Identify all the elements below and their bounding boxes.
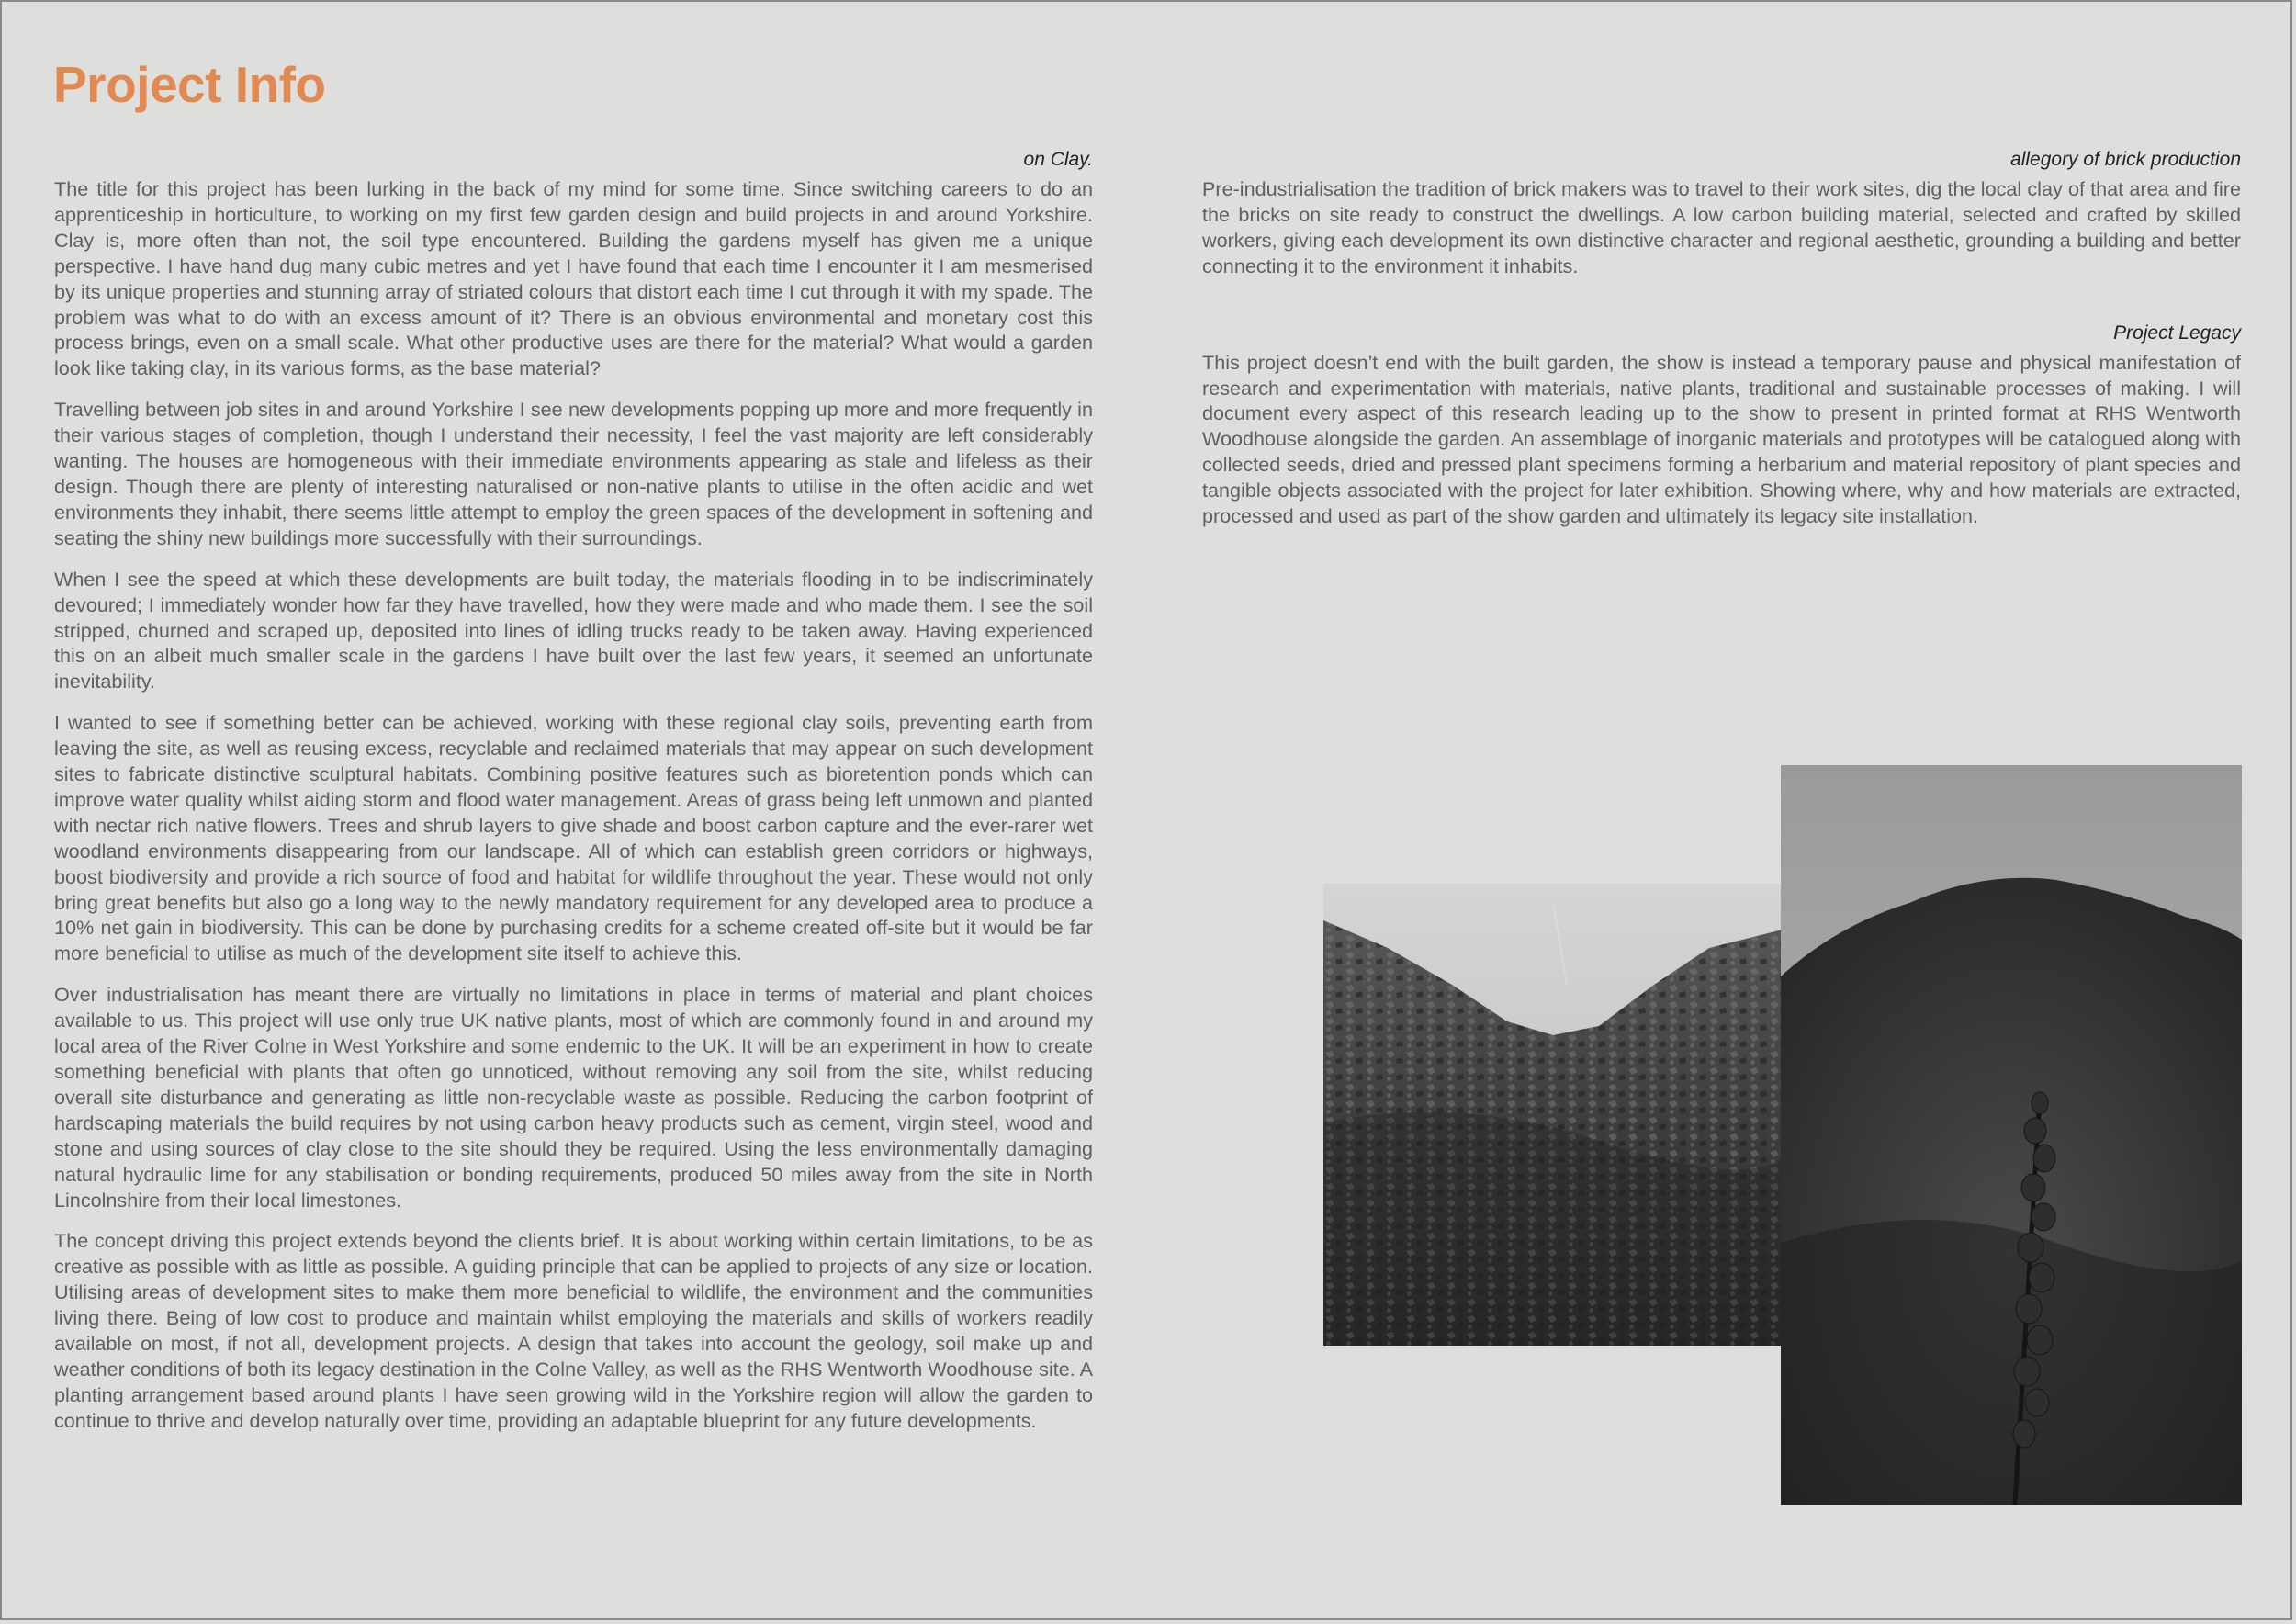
section-heading-brick-production: allegory of brick production [2010, 149, 2241, 170]
left-column [54, 147, 1093, 1449]
body-paragraph: The concept driving this project extends beyond the clients brief. It is about working within certain limitations, to be as creative as possible with as little as possible. A guiding principle that can be applied to projects of any size or location. Utilising areas of development sites to make them more beneficial to wildlife, the environment and the communities living there. Being of low cost to produce and maintain whilst employing the materials and skills of workers readily available on most, if not all, development projects. A design that takes into account the geology, soil make up and weather conditions of both its legacy destination in the Colne Valley, as well as the RHS Wentworth Woodhouse site. A planting arrangement based around plants I have seen growing wild in the Yorkshire region will allow the garden to continue to thrive and develop naturally over time, providing an adaptable blueprint for any future developments. [54, 1229, 1093, 1432]
body-paragraph: Travelling between job sites in and around Yorkshire I see new developments popping up more and more frequently in their various stages of completion, though I understand their necessity, I feel the vast majority are left considerably wanting. The houses are homogeneous with their immediate environments appearing as stale and lifeless as their design. Though there are plenty of interesting naturalised or non-native plants to utilise in the often acidic and wet environments they inhabit, there seems little attempt to employ the green spaces of the development in softening and seating the shiny new buildings more successfully with their surroundings. [54, 398, 1093, 549]
body-paragraph: This project doesn’t end with the built garden, the show is instead a temporary pause and physical manifestation of research and experimentation with materials, native plants, traditional and sustainable processes of making. I will document every aspect of this research leading up to the show to present in printed format at RHS Wentworth Woodhouse alongside the garden. An assemblage of inorganic materials and prototypes will be catalogued along with collected seeds, dried and pressed plant specimens forming a herbarium and material repository of plant species and tangible objects associated with the project for later exhibition. Showing where, why and how materials are extracted, processed and used as part of the show garden and ultimately its legacy site installation. [1202, 350, 2241, 528]
page-title: Project Info [53, 56, 326, 113]
right-column [1202, 147, 2241, 545]
body-paragraph: Pre-industrialisation the tradition of brick makers was to travel to their work sites, dig the local clay of that area and fire the bricks on site ready to construct the dwellings. A low carbon building material, selected and crafted by skilled workers, giving each development its own distinctive character and regional aesthetic, grounding a building and better connecting it to the environment it inhabits. [1202, 177, 2241, 277]
body-paragraph: When I see the speed at which these developments are built today, the materials flooding in to be indiscriminately devoured; I immediately wonder how far they have travelled, how they were made and who made them. I see the soil stripped, churned and scraped up, deposited into lines of idling trucks ready to be taken away. Having experienced this on an albeit much smaller scale in the gardens I have built over the last few years, it seemed an unfortunate inevitability. [54, 567, 1093, 694]
photo-seed-spike [1781, 765, 2242, 1505]
body-paragraph: I wanted to see if something better can be achieved, working with these regional clay soils, preventing earth from leaving the site, as well as reusing excess, recyclable and reclaimed materials that may appear on such development sites to fabricate distinctive sculptural habitats. Combining positive features such as bioretention ponds which can improve water quality whilst aiding storm and flood water management. Areas of grass being left unmown and planted with nectar rich native flowers. Trees and shrub layers to give shade and boost carbon capture and the ever-rarer wet woodland environments disappearing from our landscape. All of which can establish green corridors or highways, boost biodiversity and provide a rich source of food and habitat for wildlife throughout the year. These would not only bring great benefits but also go a long way to the newly mandatory requirement for any developed area to produce a 10% net gain in biodiversity. This can be done by purchasing credits for a scheme created off-site but it would be far more beneficial to utilise as much of the development site itself to achieve this. [54, 711, 1093, 965]
photo-clay-heaps [1323, 884, 1783, 1346]
section-heading-on-clay: on Clay. [1023, 149, 1093, 170]
section-heading-project-legacy: Project Legacy [2113, 321, 2241, 344]
body-paragraph: The title for this project has been lurking in the back of my mind for some time. Since switching careers to do an apprenticeship in horticulture, to working on my first few garden design and build projects in and around Yorkshire. Clay is, more often than not, the soil type encountered. Building the gardens myself has given me a unique perspective. I have hand dug many cubic metres and yet I have found that each time I encounter it I am mesmerised by its unique properties and stunning array of striated colours that distort each time I cut through it with my spade. The problem was what to do with an excess amount of it? There is an obvious environmental and monetary cost this process brings, even on a small scale. What other productive uses are there for the material? What would a garden look like taking clay, in its various forms, as the base material? [54, 177, 1093, 380]
body-paragraph: Over industrialisation has meant there are virtually no limitations in place in terms of material and plant choices available to us. This project will use only true UK native plants, most of which are commonly found in and around my local area of the River Colne in West Yorkshire and some endemic to the UK. It will be an experiment in how to create something beneficial with plants that often go unnoticed, without removing any soil from the site, whilst reducing overall site disturbance and generating as little non-recyclable waste as possible. Reducing the carbon footprint of hardscaping materials the build requires by not using carbon heavy products such as cement, virgin steel, wood and stone and using sources of clay close to the site should they be required. Using the less environmentally damaging natural hydraulic lime for any stabilisation or bonding requirements, produced 50 miles away from the site in North Lincolnshire from their local limestones. [54, 983, 1093, 1212]
